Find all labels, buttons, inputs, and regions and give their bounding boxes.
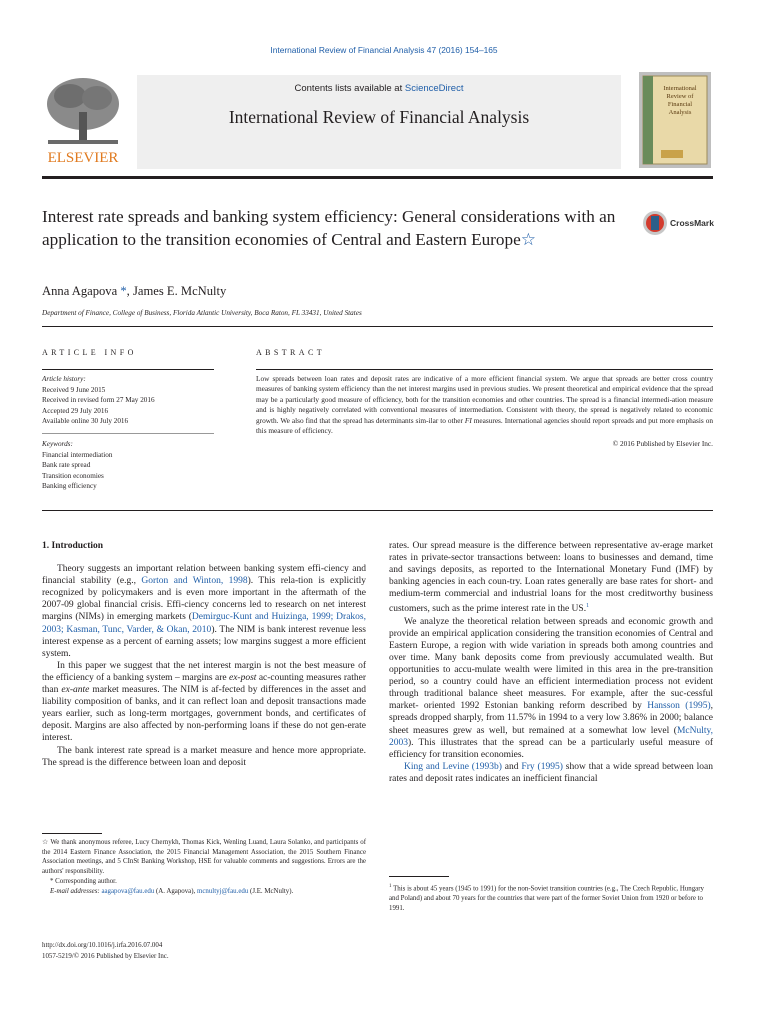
paragraph: We analyze the theoretical relation between spreads and economic growth and provide an empirical application considering the transition economies of Central and Eastern Europe, a region with wide variation in spreads both among countries and over time. Many bank deposits come from previously accumulated wealth. But opportunities to accu-mulate wealth were limited in this area in the pre-transition period, so a country could have an efficient intermediation process not evident through traditional balance sheet measures. For example, after the suc-cessful market- oriented 1992 Estonian banking reform described by Hansson (1995), spreads dropped sharply, from 11.57% in 1994 to a very low 3.86% in 2000; balance sheet measures grew as well, but remained at a somewhat low level (McNulty, 2003). This illustrates that the spread can be a particularly useful measure of efficiency for transition economies.	[389, 616, 713, 760]
title-footnote-star[interactable]: ☆	[520, 229, 537, 249]
contents-prefix: Contents lists available at	[294, 83, 403, 94]
crossmark-icon	[642, 210, 722, 236]
front-matter-rule	[42, 510, 713, 511]
email-link-agapova[interactable]: aagapova@fau.edu	[101, 887, 155, 895]
footnote-1: $^1$ This is about 45 years (1945 to 1991) for the non-Soviet transition countries (e.g., The Czech Republic, Hungary and Poland) and about 70 years for the countries that were part of the former Soviet Union from 1920 or before to 1991.	[389, 884, 704, 912]
paragraph: rates. Our spread measure is the difference between representative av-erage market rates in private-sector transactions between: loans to businesses and demand, time and savings deposits, as reported to the International Monetary Fund (IMF) by banking agencies in each coun-try. Loan rates generally are base rates for short- and medium-term commercial and industrial loans for the most creditworthy business customers, such as the prime interest rate in the US.$^1$	[389, 541, 713, 615]
author-mcnulty: , James E. McNulty	[126, 284, 227, 298]
elsevier-logo	[42, 72, 124, 168]
corresponding-author-mark[interactable]: *	[120, 284, 127, 298]
keyword-item: Financial intermediation	[42, 450, 113, 459]
keywords-label: Keywords:	[42, 440, 73, 448]
section-heading-introduction: 1. Introduction	[42, 541, 104, 551]
affiliation: Department of Finance, College of Business, Florida Atlantic University, Boca Raton, FL 33431, United States	[42, 309, 362, 317]
citation-link[interactable]: McNulty, 2003	[389, 725, 713, 748]
acknowledgement-footnote: ☆ We thank anonymous referee, Lucy Chernykh, Thomas Kick, Wenling Luand, Laura Solanko, and participants of the 2014 Eastern Finance Association, the 2015 Financial Management Association, the 2015 Southern Finance Association meetings, and 5 CInSt Banking Workshop, HSE for valuable comments and suggestions. Errors are the authors' responsibility.	[42, 839, 366, 876]
masthead	[42, 72, 713, 174]
keywords-rule	[42, 433, 214, 434]
article-info-heading: ARTICLE INFO	[42, 348, 137, 357]
elsevier-tree-icon	[42, 72, 124, 168]
history-label: Article history:	[42, 375, 86, 383]
right-column	[389, 540, 713, 785]
email-footnote: E-mail addresses: aagapova@fau.edu (A. Agapova), mcnultyj@fau.edu (J.E. McNulty).	[50, 887, 294, 895]
doi-link[interactable]: http://dx.doi.org/10.1016/j.irfa.2016.07.004	[42, 942, 163, 949]
svg-text:Review of: Review of	[666, 93, 694, 100]
history-item: Available online 30 July 2016	[42, 417, 129, 425]
history-item: Received in revised form 27 May 2016	[42, 396, 155, 404]
masthead-rule	[42, 176, 713, 179]
footnote-rule	[42, 833, 102, 834]
journal-cover-thumbnail	[639, 72, 711, 168]
crossmark-label: CrossMark	[670, 218, 714, 228]
history-item: Accepted 29 July 2016	[42, 406, 109, 415]
abstract-rule	[256, 369, 713, 370]
article-history	[42, 374, 232, 427]
article-info-rule	[42, 369, 214, 370]
citation-link[interactable]: Hansson (1995)	[647, 701, 711, 712]
abstract-text: Low spreads between loan rates and deposit rates are indicative of a more efficient financial system. We argue that spreads are better cross country measures of banking system efficiency than the net interest margins used in previous studies. We present theoretical and empirical evidence that the spread may be a particularly good measure of efficiency, both for the transition economies and other countries. The spread is a financial intermedi-ation measure and is highly negatively correlated with conventional measures of intermediation. Consistent with theory, the spread is negatively related to economic growth. We also find that the spread has determinants sim-ilar to other FI measures. International agencies should report spreads and put more emphasis on this measure of efficiency. © 2016 Published by Elsevier Inc.	[256, 374, 713, 448]
issn-line: 1057-5219/© 2016 Published by Elsevier Inc.	[42, 953, 169, 960]
sciencedirect-link[interactable]: ScienceDirect	[404, 83, 464, 94]
corresponding-author-footnote: * Corresponding author.	[50, 877, 117, 885]
citation-link[interactable]: Fry (1995)	[521, 761, 563, 772]
citation-link[interactable]: Demirguc-Kunt and Huizinga, 1999; Drakos, 2003; Kasman, Tunc, Varder, & Okan, 2010	[42, 612, 366, 635]
keyword-item: Banking efficiency	[42, 482, 97, 490]
paragraph: Theory suggests an important relation between banking system effi-ciency and financial stability (e.g., Gorton and Winton, 1998). This rela-tion is explicitly recognized by policymakers and is even more important in the aftermath of the 2007-09 global financial crisis. Effi-ciency concerns led to research on net interest margins (NIMs) in emerging markets (Demirguc-Kunt and Huizinga, 1999; Drakos, 2003; Kasman, Tunc, Varder, & Okan, 2010). The NIM is bank interest revenue less interest expense as a percent of earning assets; low margins suggest a more efficient system.	[42, 564, 366, 659]
header-rule	[42, 326, 713, 327]
publisher-wordmark: ELSEVIER	[47, 150, 119, 166]
abstract-copyright: © 2016 Published by Elsevier Inc.	[612, 438, 713, 448]
email-link-mcnulty[interactable]: mcnultyj@fau.edu	[196, 887, 249, 895]
svg-text:International: International	[663, 85, 697, 92]
keywords	[42, 439, 232, 492]
journal-reference[interactable]: International Review of Financial Analysis 47 (2016) 154–165	[270, 45, 498, 55]
journal-title: International Review of Financial Analysis	[228, 107, 530, 127]
paragraph: The bank interest rate spread is a market measure and hence more appropriate. The spread is the difference between loan and deposit	[42, 745, 366, 768]
history-item: Received 9 June 2015	[42, 385, 106, 394]
crossmark-badge[interactable]	[642, 210, 722, 236]
journal-banner	[137, 75, 621, 169]
svg-text:Financial: Financial	[667, 101, 693, 108]
citation-link[interactable]: King and Levine (1993b)	[404, 761, 502, 772]
svg-text:Analysis: Analysis	[668, 109, 692, 116]
abstract-heading: ABSTRACT	[256, 348, 325, 357]
footnote-ref[interactable]: 1	[586, 603, 590, 610]
keyword-item: Transition economies	[42, 471, 104, 480]
paragraph: King and Levine (1993b) and Fry (1995) show that a wide spread between loan rates and deposit rates indicates an inefficient financial	[389, 761, 713, 784]
author-agapova: Anna Agapova	[42, 284, 118, 298]
contents-line	[137, 83, 621, 94]
footnote-rule-right	[389, 876, 449, 877]
paragraph: In this paper we suggest that the net interest margin is not the best measure of the efficiency of a banking system – margins are ex-post ac-counting measures rather than ex-ante market measures. The NIM is af-fected by differences in the asset and liability composition of banks, and it can reflect loan and deposit transactions made years earlier, such as long-term mortgages, government bonds, and certificates of deposit. Margins are also affected by non-performing loans if these do not gen-erate interest.	[42, 660, 367, 744]
left-column	[42, 540, 366, 769]
footnotes-left	[42, 838, 366, 896]
article-title: Interest rate spreads and banking system efficiency: General considerations with an application to the transition economies of Central and Eastern Europe☆	[42, 207, 616, 249]
authors	[42, 284, 226, 299]
citation-link[interactable]: Gorton and Winton, 1998	[141, 576, 248, 587]
keyword-item: Bank rate spread	[42, 461, 91, 469]
